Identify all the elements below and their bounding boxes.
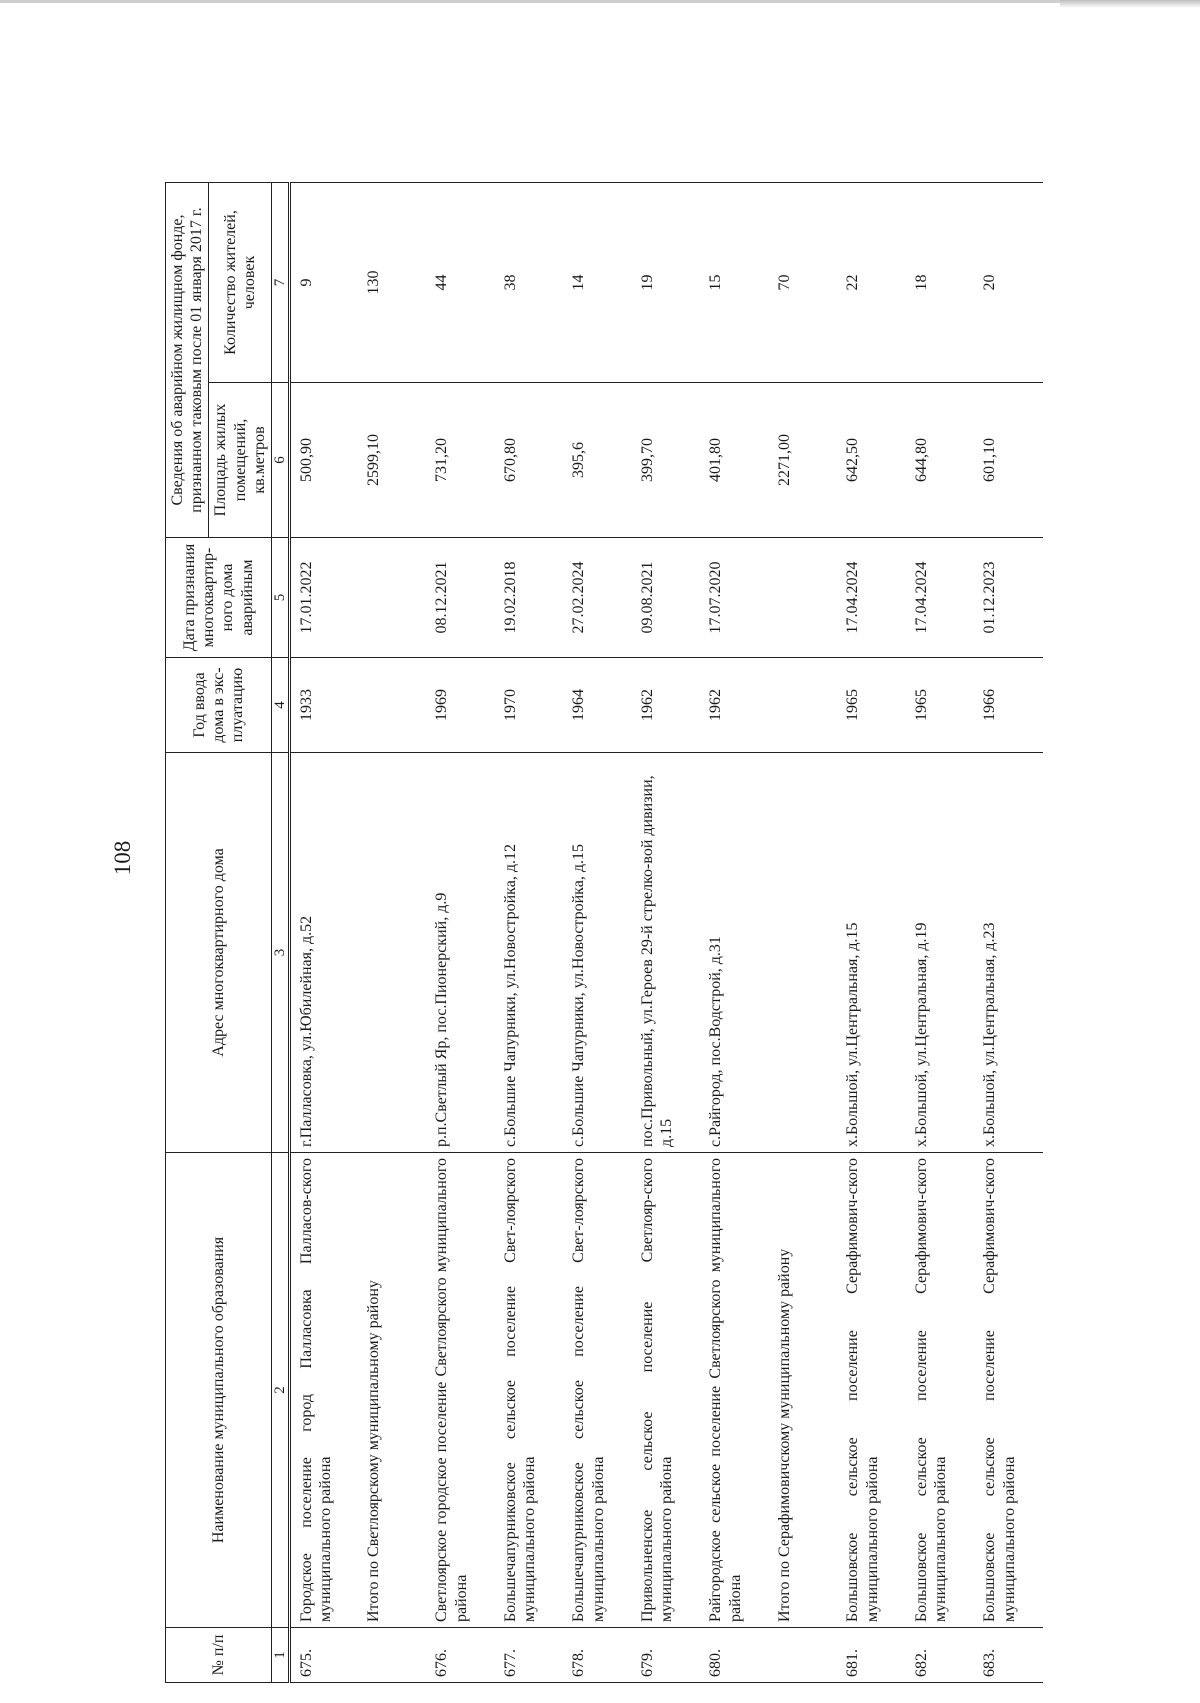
row-residents: 70 bbox=[769, 182, 838, 382]
row-municipality: Светлоярское городское поселение Светлоярского муниципального района bbox=[426, 1153, 495, 1628]
row-year: 1969 bbox=[426, 658, 495, 753]
row-address: х.Большой, ул.Центральная, д.15 bbox=[837, 753, 906, 1153]
row-residents: 15 bbox=[700, 182, 769, 382]
row-municipality: Итого по Серафимовичскому муниципальному району bbox=[769, 1153, 838, 1628]
row-number: 676. bbox=[426, 1628, 495, 1683]
row-year bbox=[769, 658, 838, 753]
row-municipality: Большовское сельское поселение Серафимович-ского муниципального района bbox=[906, 1153, 975, 1628]
column-number: 1 bbox=[271, 1628, 289, 1683]
row-area: 500,90 bbox=[289, 383, 358, 538]
table-row bbox=[837, 182, 906, 1682]
header-num: № п/п bbox=[166, 1628, 272, 1683]
header-residents: Количество жителей, человек bbox=[209, 182, 272, 382]
header-year: Год ввода дома в экс-плуатацию bbox=[166, 658, 272, 753]
row-area: 399,70 bbox=[632, 383, 701, 538]
row-area: 644,80 bbox=[906, 383, 975, 538]
row-municipality: Итого по Светлоярскому муниципальному району bbox=[358, 1153, 427, 1628]
row-residents: 19 bbox=[632, 182, 701, 382]
row-address: г.Палласовка, ул.Юбилейная, д.52 bbox=[289, 753, 358, 1153]
row-date bbox=[358, 538, 427, 658]
row-date: 17.01.2022 bbox=[289, 538, 358, 658]
row-year: 1962 bbox=[632, 658, 701, 753]
row-residents: 22 bbox=[837, 182, 906, 382]
row-address bbox=[358, 753, 427, 1153]
row-municipality: Большечапурниковское сельское поселение Свет-лоярского муниципального района bbox=[563, 1153, 632, 1628]
row-year: 1965 bbox=[837, 658, 906, 753]
row-date: 17.04.2024 bbox=[906, 538, 975, 658]
row-date bbox=[769, 538, 838, 658]
header-row bbox=[166, 182, 209, 1682]
table-row bbox=[495, 182, 564, 1682]
column-number: 5 bbox=[271, 538, 289, 658]
column-number: 6 bbox=[271, 383, 289, 538]
table-row-total bbox=[358, 182, 427, 1682]
row-address: х.Большой, ул.Центральная, д.23 bbox=[974, 753, 1043, 1153]
row-number: 678. bbox=[563, 1628, 632, 1683]
row-area: 395,6 bbox=[563, 383, 632, 538]
row-year: 1962 bbox=[700, 658, 769, 753]
row-area: 401,80 bbox=[700, 383, 769, 538]
table-row bbox=[426, 182, 495, 1682]
table-row-total bbox=[769, 182, 838, 1682]
column-number: 7 bbox=[271, 182, 289, 382]
row-area: 731,20 bbox=[426, 383, 495, 538]
row-number: 682. bbox=[906, 1628, 975, 1683]
row-date: 08.12.2021 bbox=[426, 538, 495, 658]
row-year: 1970 bbox=[495, 658, 564, 753]
row-number: 675. bbox=[289, 1628, 358, 1683]
row-municipality: Привольненское сельское поселение Светлояр-ского муниципального района bbox=[632, 1153, 701, 1628]
row-municipality: Большовское сельское поселение Серафимович-ского муниципального района bbox=[974, 1153, 1043, 1628]
header-address: Адрес многоквартирного дома bbox=[166, 753, 272, 1153]
row-address: пос.Привольный, ул.Героев 29-й стрелко-вой дивизии, д.15 bbox=[632, 753, 701, 1153]
row-area: 601,10 bbox=[974, 383, 1043, 538]
row-year bbox=[358, 658, 427, 753]
housing-table bbox=[165, 182, 1043, 1683]
row-address: с.Большие Чапурники, ул.Новостройка, д.15 bbox=[563, 753, 632, 1153]
row-residents: 44 bbox=[426, 182, 495, 382]
column-number: 4 bbox=[271, 658, 289, 753]
row-year: 1933 bbox=[289, 658, 358, 753]
header-date: Дата признания многоквартир-ного дома аварийным bbox=[166, 538, 272, 658]
row-residents: 38 bbox=[495, 182, 564, 382]
column-number: 3 bbox=[271, 753, 289, 1153]
row-residents: 18 bbox=[906, 182, 975, 382]
row-area: 642,50 bbox=[837, 383, 906, 538]
row-date: 19.02.2018 bbox=[495, 538, 564, 658]
row-municipality: Большовское сельское поселение Серафимович-ского муниципального района bbox=[837, 1153, 906, 1628]
row-number: 679. bbox=[632, 1628, 701, 1683]
row-year: 1965 bbox=[906, 658, 975, 753]
row-number: 677. bbox=[495, 1628, 564, 1683]
row-date: 27.02.2024 bbox=[563, 538, 632, 658]
row-municipality: Городское поселение город Палласовка Палласов-ского муниципального района bbox=[289, 1153, 358, 1628]
page-number: 108 bbox=[110, 840, 135, 876]
table-row bbox=[906, 182, 975, 1682]
row-number: 680. bbox=[700, 1628, 769, 1683]
row-address: с.Райгород, пос.Водстрой, д.31 bbox=[700, 753, 769, 1153]
row-area: 2271,00 bbox=[769, 383, 838, 538]
row-number bbox=[769, 1628, 838, 1683]
row-area: 670,80 bbox=[495, 383, 564, 538]
row-date: 01.12.2023 bbox=[974, 538, 1043, 658]
row-residents: 20 bbox=[974, 182, 1043, 382]
table-row bbox=[974, 182, 1043, 1682]
table-row bbox=[632, 182, 701, 1682]
row-address: х.Большой, ул.Центральная, д.19 bbox=[906, 753, 975, 1153]
row-address bbox=[769, 753, 838, 1153]
row-year: 1964 bbox=[563, 658, 632, 753]
column-number: 2 bbox=[271, 1153, 289, 1628]
row-date: 17.07.2020 bbox=[700, 538, 769, 658]
row-residents: 9 bbox=[289, 182, 358, 382]
header-group: Сведения об аварийном жилищном фонде, признанном таковым после 01 января 2017 г. bbox=[166, 182, 209, 537]
row-municipality: Большечапурниковское сельское поселение Свет-лоярского муниципального района bbox=[495, 1153, 564, 1628]
row-residents: 130 bbox=[358, 182, 427, 382]
row-number: 683. bbox=[974, 1628, 1043, 1683]
header-municipality: Наименование муниципального образования bbox=[166, 1153, 272, 1628]
table-row bbox=[289, 182, 358, 1682]
header-area: Площадь жилых помещений, кв.метров bbox=[209, 383, 272, 538]
row-date: 09.08.2021 bbox=[632, 538, 701, 658]
row-municipality: Райгородское сельское поселение Светлоярского муниципального района bbox=[700, 1153, 769, 1628]
table-row bbox=[563, 182, 632, 1682]
row-area: 2599,10 bbox=[358, 383, 427, 538]
row-number bbox=[358, 1628, 427, 1683]
row-address: с.Большие Чапурники, ул.Новостройка, д.12 bbox=[495, 753, 564, 1153]
column-number-row bbox=[271, 182, 289, 1682]
row-residents: 14 bbox=[563, 182, 632, 382]
row-year: 1966 bbox=[974, 658, 1043, 753]
row-number: 681. bbox=[837, 1628, 906, 1683]
row-address: р.п.Светлый Яр, пос.Пионерский, д.9 bbox=[426, 753, 495, 1153]
row-date: 17.04.2024 bbox=[837, 538, 906, 658]
table-row bbox=[700, 182, 769, 1682]
